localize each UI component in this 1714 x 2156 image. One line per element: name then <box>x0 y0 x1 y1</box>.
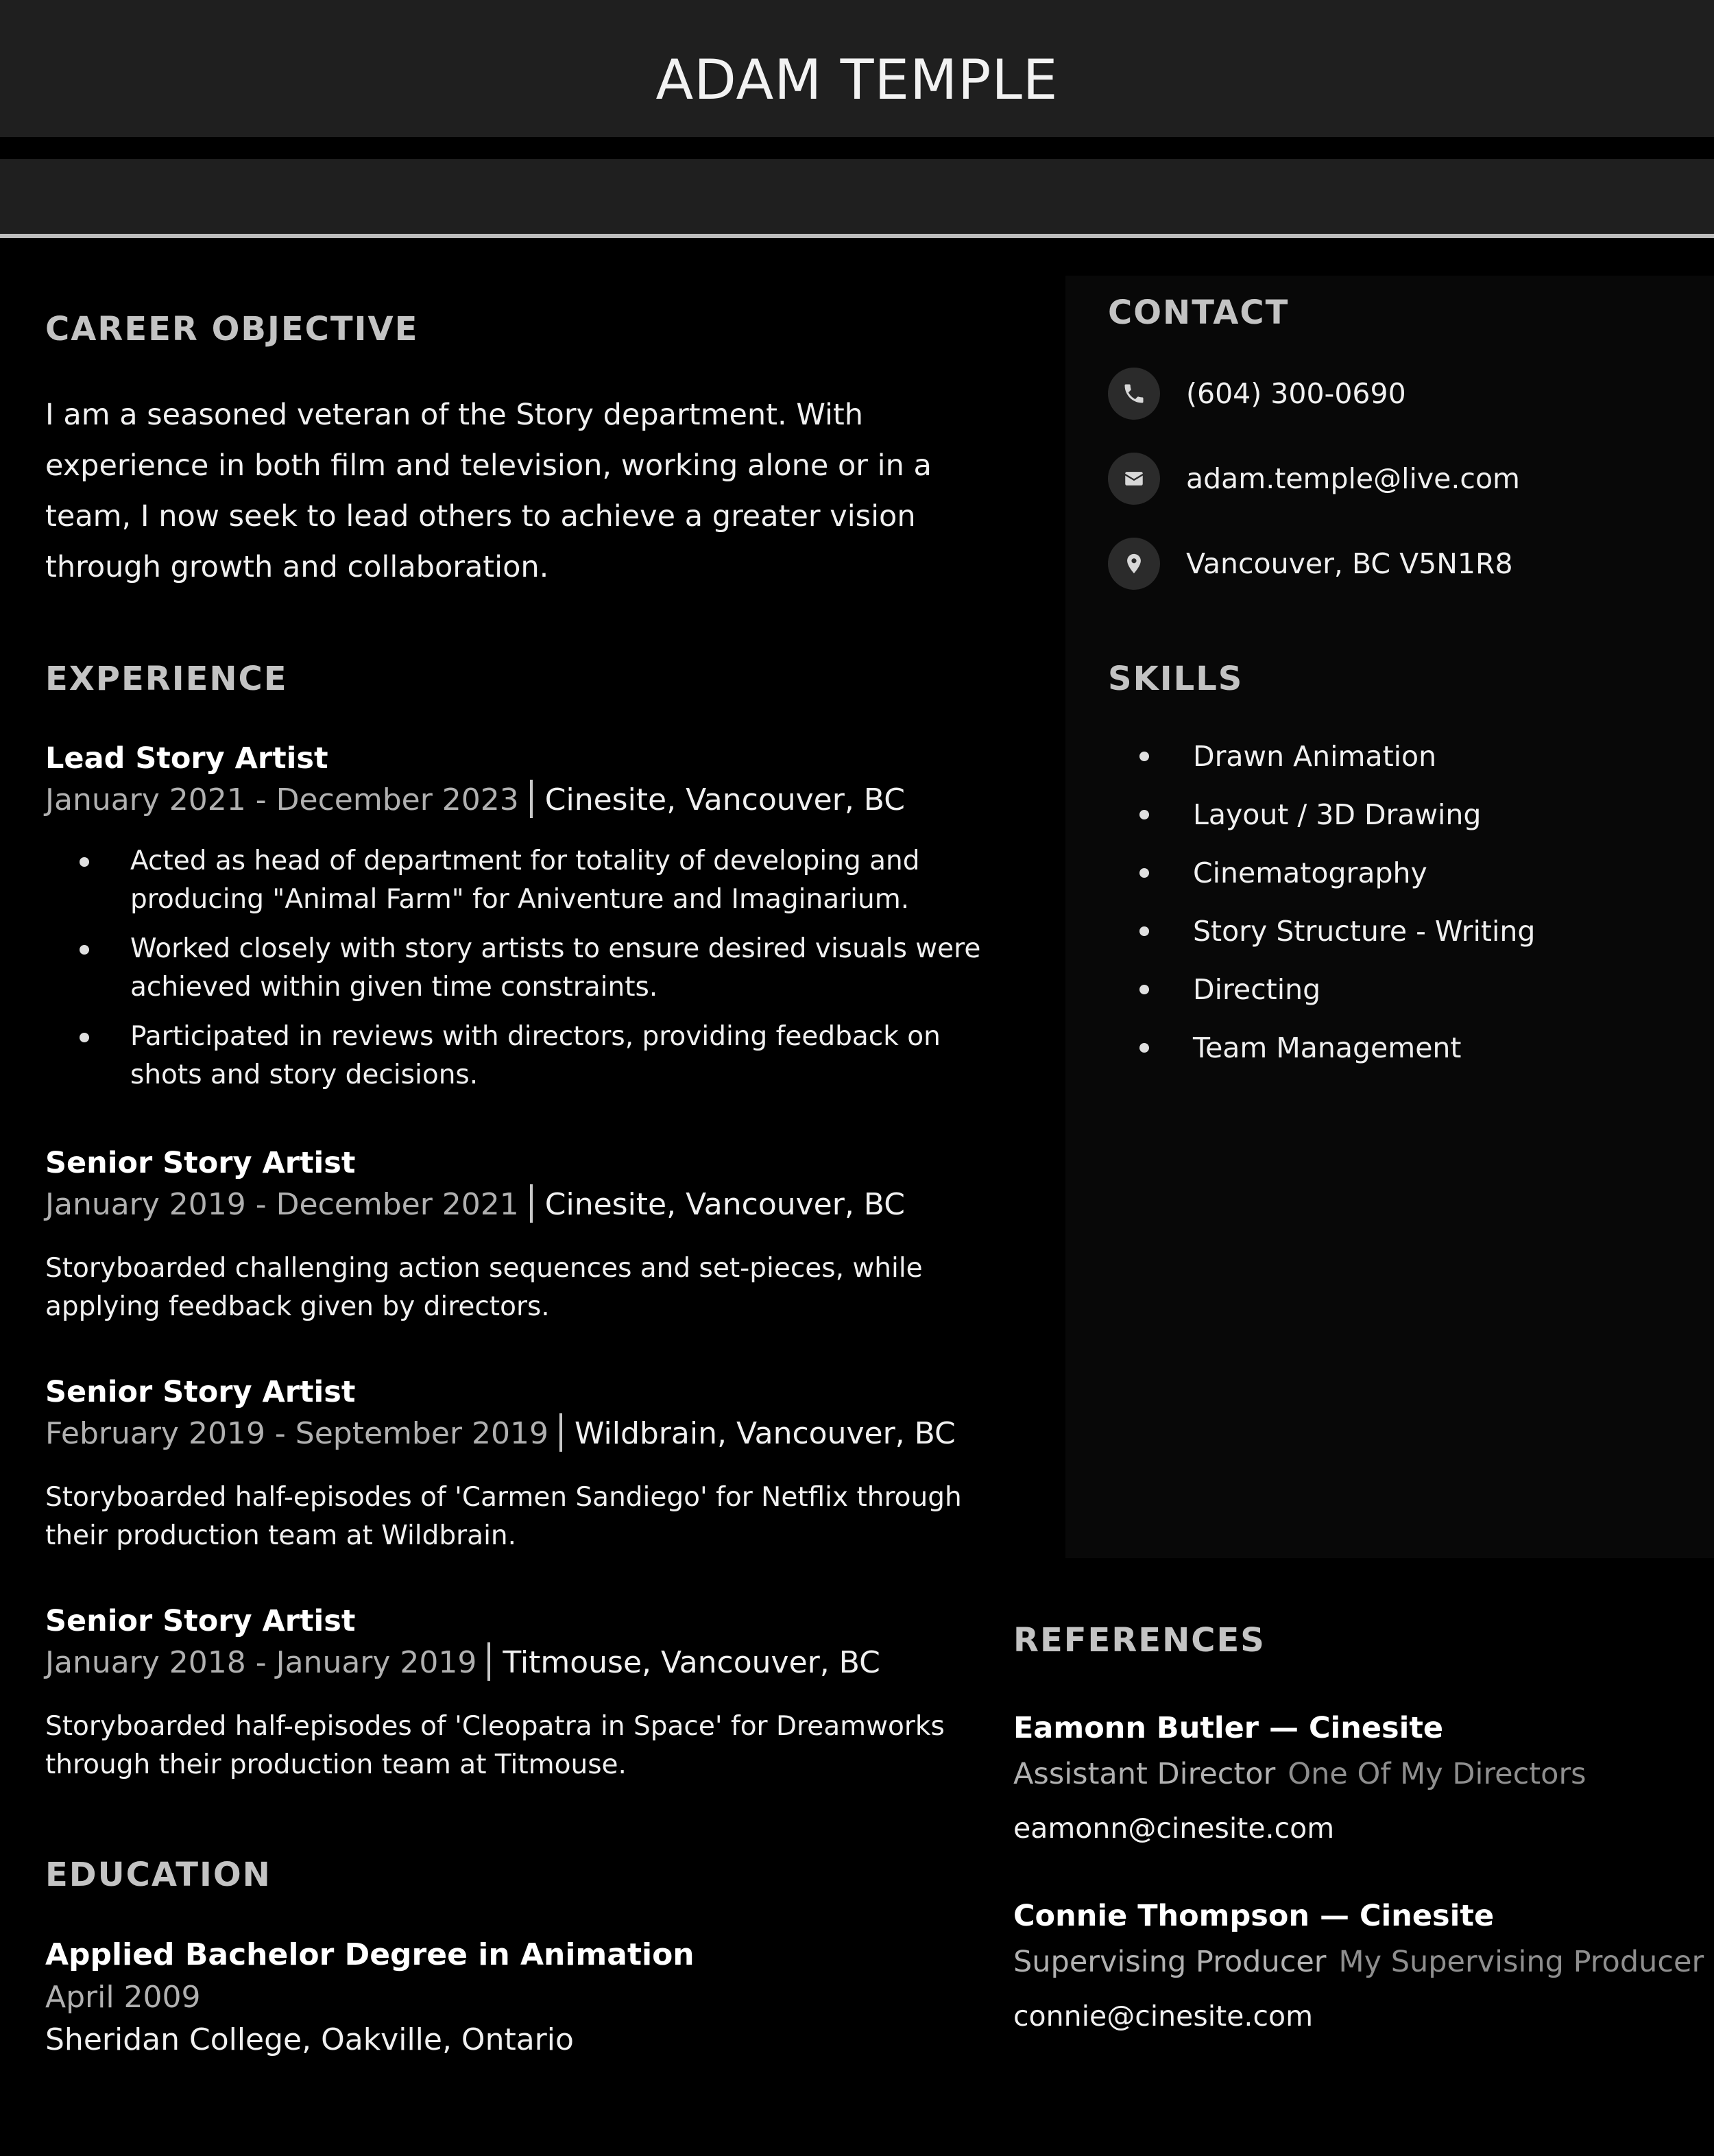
job-title: Senior Story Artist <box>45 1375 356 1409</box>
job-bullet: Worked closely with story artists to ensure desired visuals were achieved within given time constraints. <box>45 930 1005 1007</box>
skills-list <box>1108 732 1535 1082</box>
job-place: Cinesite, Vancouver, BC <box>544 782 905 817</box>
email-link[interactable]: adam.temple@live.com <box>1186 462 1520 495</box>
reference-entry <box>1013 1895 1704 2037</box>
skill-item: Team Management <box>1108 1024 1535 1082</box>
education-date: April 2009 <box>45 1980 201 2015</box>
reference-email-link[interactable]: eamonn@cinesite.com <box>1013 1812 1335 1845</box>
reference-company: Cinesite <box>1308 1711 1444 1745</box>
reference-email-link[interactable]: connie@cinesite.com <box>1013 2000 1314 2033</box>
job-title: Lead Story Artist <box>45 741 328 776</box>
reference-relation: My Supervising Producer <box>1338 1945 1704 1979</box>
job-entry <box>45 738 1005 1105</box>
job-entry <box>45 1372 1005 1555</box>
job-bullet: Acted as head of department for totality of developing and producing "Animal Farm" for Aniventure and Imaginarium. <box>45 842 1005 919</box>
education-heading: EDUCATION <box>45 1856 271 1894</box>
job-meta <box>45 1184 1005 1226</box>
reference-dash: — <box>1268 1711 1299 1745</box>
job-meta <box>45 779 1005 822</box>
skill-item: Layout / 3D Drawing <box>1108 791 1535 849</box>
job-description: Storyboarded half-episodes of 'Carmen Sandiego' for Netflix through their production team at Wildbrain. <box>45 1482 962 1551</box>
reference-name-line <box>1013 1708 1699 1749</box>
divider <box>487 1642 490 1681</box>
job-title: Senior Story Artist <box>45 1604 356 1638</box>
job-bullets <box>45 842 1005 1094</box>
education-degree: Applied Bachelor Degree in Animation <box>45 1937 695 1972</box>
job-meta <box>45 1413 1005 1455</box>
divider <box>559 1413 562 1452</box>
location-text: Vancouver, BC V5N1R8 <box>1186 547 1513 580</box>
career-objective-text: I am a seasoned veteran of the Story department. With experience in both film and television, working alone or in a team, I now seek to lead others to achieve a greater vision through growth and collaboration. <box>45 398 932 584</box>
references-heading: REFERENCES <box>1013 1621 1266 1660</box>
skill-item: Cinematography <box>1108 849 1535 907</box>
resume-name: ADAM TEMPLE <box>655 48 1059 112</box>
reference-dash: — <box>1320 1899 1349 1933</box>
job-description: Storyboarded half-episodes of 'Cleopatra in Space' for Dreamworks through their production team at Titmouse. <box>45 1711 945 1780</box>
contact-email <box>1108 453 1520 505</box>
job-description: Storyboarded challenging action sequences and set-pieces, while applying feedback given by directors. <box>45 1253 923 1322</box>
contact-heading: CONTACT <box>1108 294 1290 332</box>
skill-item: Directing <box>1108 966 1535 1024</box>
reference-name-line <box>1013 1895 1699 1937</box>
job-dates: February 2019 - September 2019 <box>45 1416 548 1451</box>
reference-relation: One Of My Directors <box>1288 1757 1586 1791</box>
job-bullet: Participated in reviews with directors, providing feedback on shots and story decisions. <box>45 1018 1005 1094</box>
reference-role <box>1013 1751 1699 1797</box>
job-title: Senior Story Artist <box>45 1146 356 1180</box>
divider <box>530 1184 533 1223</box>
career-objective-heading: CAREER OBJECTIVE <box>45 310 419 348</box>
education-entry <box>45 1934 1005 2061</box>
phone-icon <box>1108 368 1160 420</box>
contact-location <box>1108 538 1513 590</box>
education-school: Sheridan College, Oakville, Ontario <box>45 2022 574 2057</box>
job-place: Titmouse, Vancouver, BC <box>503 1645 880 1680</box>
job-entry <box>45 1142 1005 1326</box>
location-pin-icon <box>1108 538 1160 590</box>
reference-role <box>1013 1939 1704 1985</box>
reference-company: Cinesite <box>1359 1899 1495 1933</box>
job-dates: January 2019 - December 2021 <box>45 1187 519 1222</box>
skill-item: Story Structure - Writing <box>1108 907 1535 966</box>
job-dates: January 2021 - December 2023 <box>45 782 519 817</box>
mail-icon <box>1108 453 1160 505</box>
reference-name: Eamonn Butler <box>1013 1711 1259 1745</box>
experience-heading: EXPERIENCE <box>45 660 288 698</box>
job-place: Cinesite, Vancouver, BC <box>544 1187 905 1222</box>
job-entry <box>45 1601 1005 1784</box>
reference-position: Supervising Producer <box>1013 1945 1327 1979</box>
reference-name: Connie Thompson <box>1013 1899 1310 1933</box>
header-bar <box>0 0 1714 137</box>
header-divider <box>0 234 1714 238</box>
divider <box>530 780 533 818</box>
contact-phone <box>1108 368 1406 420</box>
job-place: Wildbrain, Vancouver, BC <box>574 1416 956 1451</box>
reference-position: Assistant Director <box>1013 1757 1276 1791</box>
job-meta <box>45 1642 1005 1684</box>
job-dates: January 2018 - January 2019 <box>45 1645 477 1680</box>
reference-entry <box>1013 1708 1699 1849</box>
header-subbar <box>0 159 1714 235</box>
skills-heading: SKILLS <box>1108 660 1244 698</box>
phone-link[interactable]: (604) 300-0690 <box>1186 377 1406 410</box>
skill-item: Drawn Animation <box>1108 732 1535 791</box>
